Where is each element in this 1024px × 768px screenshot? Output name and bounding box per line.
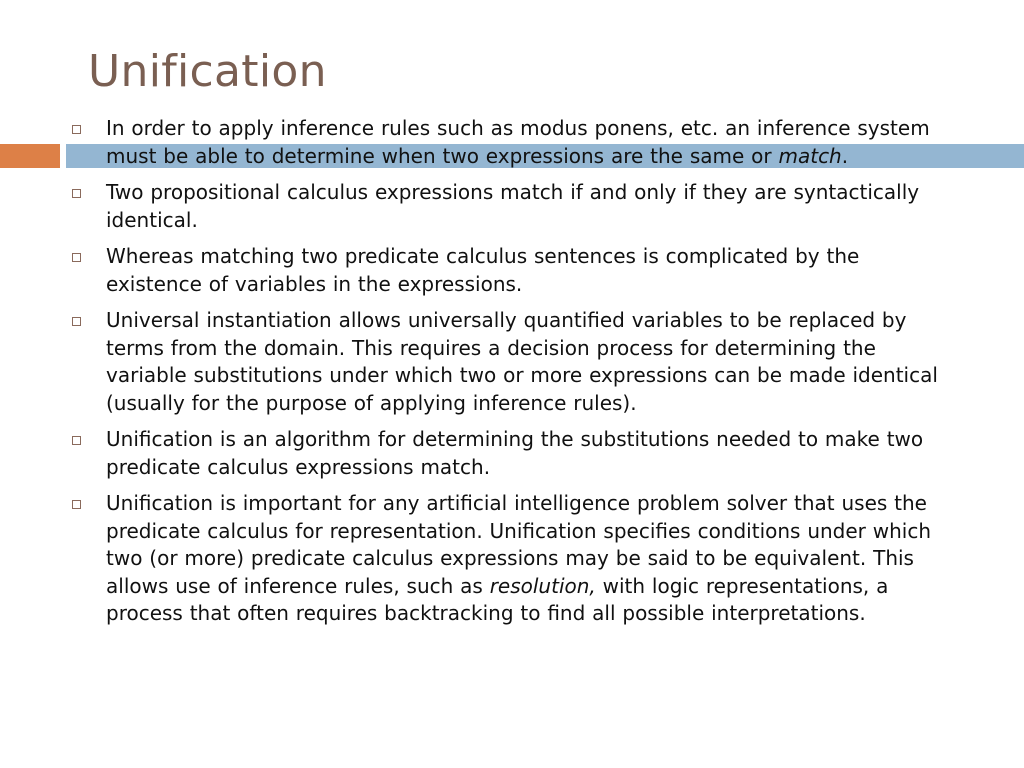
hollow-square-icon xyxy=(72,500,81,509)
bullet-item xyxy=(68,243,938,298)
bullet-text-run: In order to apply inference rules such as modus ponens, etc. an inference system must be able to determine when two expressions are the same or xyxy=(106,116,930,168)
bullet-text-run: Two propositional calculus expressions match if and only if they are syntactically identical. xyxy=(106,180,920,232)
hollow-square-icon xyxy=(72,125,81,134)
slide-title: Unification xyxy=(88,46,327,97)
bullet-text-run: Unification is an algorithm for determining the substitutions needed to make two predicate calculus expressions match. xyxy=(106,427,924,479)
bullet-item xyxy=(68,115,938,170)
bullet-list xyxy=(68,115,938,637)
bullet-text xyxy=(106,180,919,232)
bullet-text-run: Universal instantiation allows universally quantified variables to be replaced by terms from the domain. This requires a decision process for determining the variable substitutions under which two or more expressions can be made identical (usually for the purpose of applying inference rules). xyxy=(106,308,938,415)
hollow-square-icon xyxy=(72,317,81,326)
bullet-text-run: Whereas matching two predicate calculus sentences is complicated by the existence of variables in the expressions. xyxy=(106,244,860,296)
bullet-item xyxy=(68,179,938,234)
bullet-text-run: with logic representations, a process that often requires backtracking to find all possible interpretations. xyxy=(106,573,889,625)
emphasized-term: resolution, xyxy=(489,573,596,598)
bullet-text-run: . xyxy=(841,143,849,168)
hollow-square-icon xyxy=(72,253,81,262)
bullet-text xyxy=(106,491,931,625)
bullet-text xyxy=(106,116,930,168)
bullet-text-run: Unification is important for any artificial intelligence problem solver that uses the predicate calculus for representation. Unification specifies conditions under which two (or more) predicate calculus expressions may be said to be equivalent. This allows use of inference rules, such as xyxy=(106,491,932,598)
accent-bar-orange xyxy=(0,144,60,168)
bullet-text xyxy=(106,427,923,479)
bullet-item xyxy=(68,307,938,417)
emphasized-term: match xyxy=(778,143,842,168)
bullet-text xyxy=(106,308,938,415)
bullet-item xyxy=(68,426,938,481)
hollow-square-icon xyxy=(72,436,81,445)
bullet-item xyxy=(68,490,938,628)
bullet-text xyxy=(106,244,859,296)
hollow-square-icon xyxy=(72,189,81,198)
